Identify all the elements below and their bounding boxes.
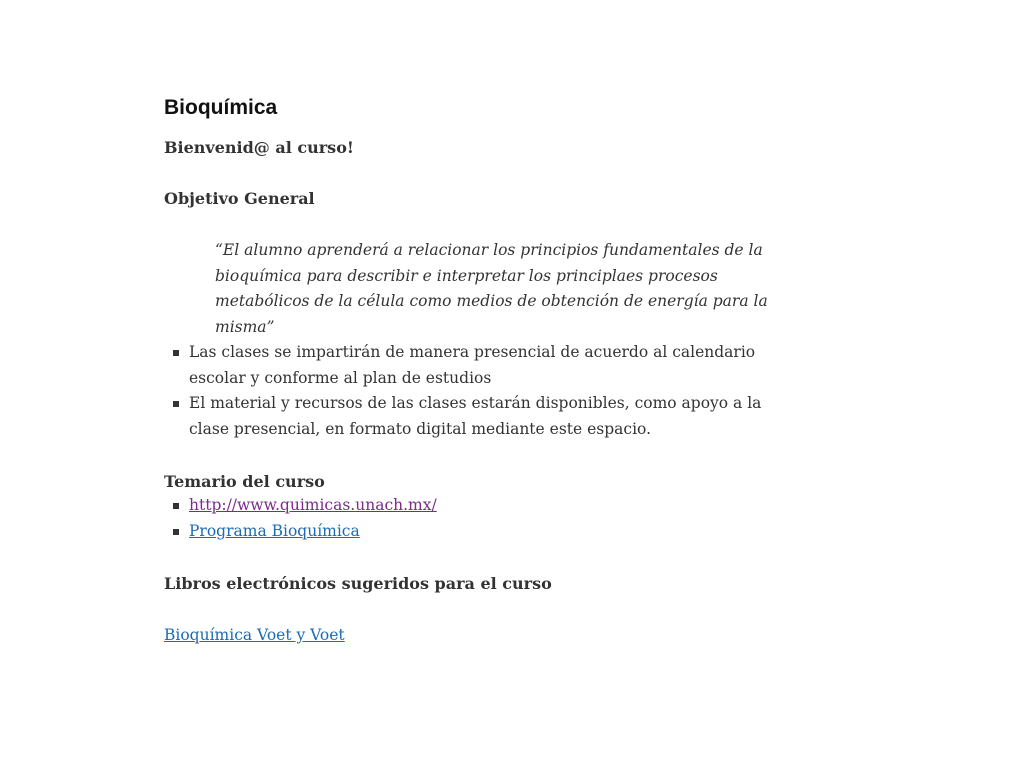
list-item-quimicas-link [189,493,844,519]
page-title: Bioquímica [164,96,278,119]
quimicas-unach-link[interactable]: http://www.quimicas.unach.mx/ [189,496,437,514]
list-item-programa-link [189,519,844,545]
objetivo-heading: Objetivo General [164,189,315,208]
libros-heading: Libros electrónicos sugeridos para el curso [164,574,552,593]
bioquimica-voet-link[interactable]: Bioquímica Voet y Voet [164,626,345,644]
list-item-clases: Las clases se impartirán de manera presencial de acuerdo al calendario escolar y conforme al plan de estudios [189,340,794,391]
info-list [164,340,844,442]
course-content [164,94,844,649]
programa-bioquimica-link[interactable]: Programa Bioquímica [189,521,360,540]
temario-heading: Temario del curso [164,472,325,491]
list-item-material: El material y recursos de las clases estarán disponibles, como apoyo a la clase presencial, en formato digital mediante este espacio. [189,391,794,442]
welcome-text: Bienvenid@ al curso! [164,138,354,157]
objetivo-quote: “El alumno aprenderá a relacionar los principios fundamentales de la bioquímica para describir e interpretar los principlaes procesos metabólicos de la célula como medios de obtención de energía para la misma” [215,241,768,336]
temario-links-list [164,493,844,544]
